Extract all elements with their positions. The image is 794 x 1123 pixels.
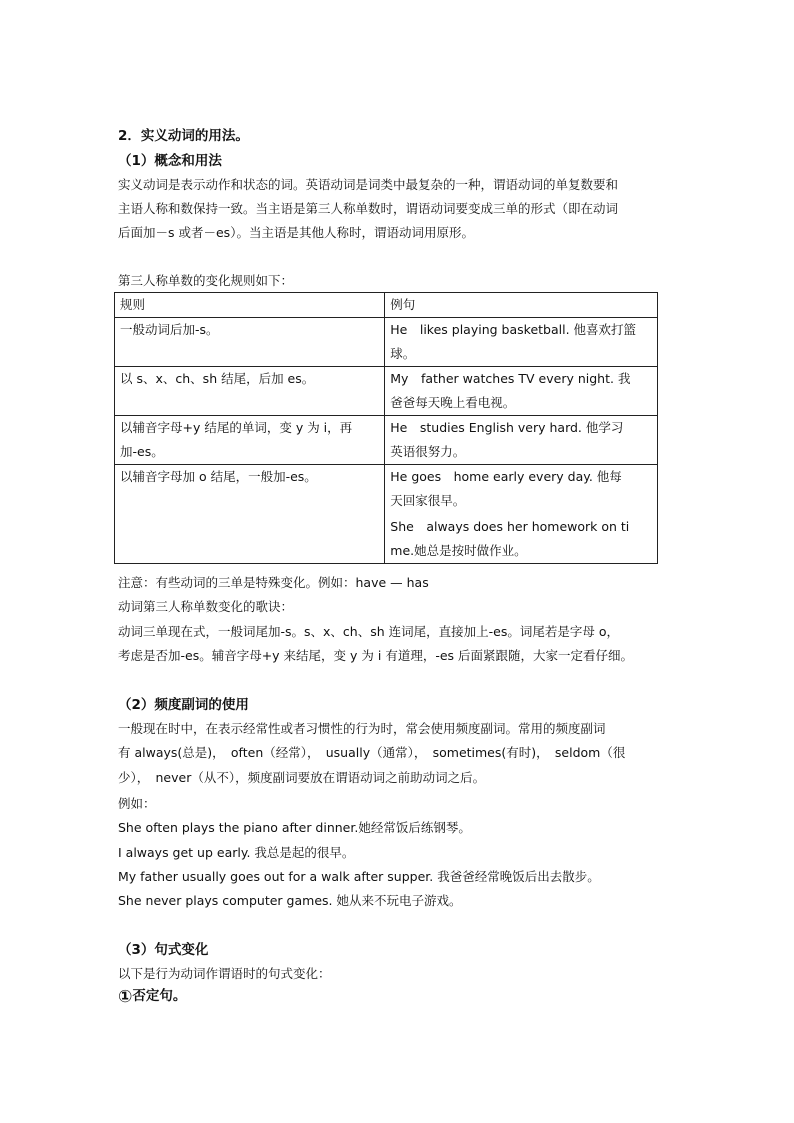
- example-cell: [385, 318, 658, 367]
- example-line: 球。: [390, 346, 416, 361]
- sub3-intro: 以下是行为动词作谓语时的句式变化：: [118, 966, 331, 981]
- table-header-example: 例句: [385, 293, 658, 318]
- sub1-heading: （1）概念和用法: [118, 153, 222, 169]
- sub3-heading: （3）句式变化: [118, 942, 209, 958]
- sub2-paragraph-line-3: 少）， never（从不），频度副词要放在谓语动词之前助动词之后。: [118, 770, 486, 785]
- table-row: [115, 318, 658, 367]
- rule-text: 加-es。: [120, 444, 164, 459]
- special-note: 注意：有些动词的三单是特殊变化。例如：have — has: [118, 575, 429, 590]
- rhyme-line-2: 考虑是否加-es。辅音字母+y 来结尾，变 y 为 i 有道理，-es 后面紧跟随，大家一定看仔细。: [118, 648, 634, 663]
- example-sentence: She never plays computer games. 她从来不玩电子游戏。: [118, 893, 462, 908]
- table-intro: 第三人称单数的变化规则如下：: [118, 273, 294, 288]
- example-cell: [385, 416, 658, 465]
- example-line: She always does her homework on ti: [390, 519, 630, 534]
- sub1-paragraph-line-3: 后面加－s 或者－es）。当主语是其他人称时，谓语动词用原形。: [118, 225, 474, 240]
- table-header-rule: 规则: [115, 293, 385, 318]
- example-line: He goes home early every day. 他每: [390, 469, 622, 484]
- rule-text: 以 s、x、ch、sh 结尾，后加 es。: [120, 371, 315, 386]
- example-sentence: She often plays the piano after dinner.她经常饭后练钢琴。: [118, 820, 471, 835]
- negative-sentence-label: 否定句。: [132, 988, 187, 1004]
- example-line: My father watches TV every night. 我: [390, 371, 631, 386]
- example-line: me.她总是按时做作业。: [390, 543, 527, 558]
- sub2-paragraph-line-1: 一般现在时中，在表示经常性或者习惯性的行为时，常会使用频度副词。常用的频度副词: [118, 721, 606, 736]
- sub2-heading: （2）频度副词的使用: [118, 697, 249, 713]
- example-line: 爸爸每天晚上看电视。: [390, 395, 516, 410]
- rule-cell: [115, 465, 385, 564]
- circled-number-marker: ①: [118, 987, 133, 1007]
- table-row: [115, 367, 658, 416]
- example-line: He studies English very hard. 他学习: [390, 420, 624, 435]
- rule-text: 以辅音字母加 o 结尾，一般加-es。: [120, 469, 317, 484]
- rule-cell: [115, 318, 385, 367]
- rule-text: 以辅音字母+y 结尾的单词，变 y 为 i，再: [120, 420, 353, 435]
- rhyme-title: 动词第三人称单数变化的歌诀：: [118, 599, 294, 614]
- example-cell: [385, 465, 658, 564]
- example-sentence: I always get up early. 我总是起的很早。: [118, 845, 355, 860]
- rule-text: 一般动词后加-s。: [120, 322, 219, 337]
- sub1-paragraph-line-2: 主语人称和数保持一致。当主语是第三人称单数时，谓语动词要变成三单的形式（即在动词: [118, 201, 619, 216]
- negative-sentence-item: [118, 988, 186, 1005]
- example-line: He likes playing basketball. 他喜欢打篮: [390, 322, 637, 337]
- table-row: [115, 416, 658, 465]
- rhyme-line-1: 动词三单现在式，一般词尾加-s。s、x、ch、sh 连词尾，直接加上-es。词尾若是字母 o，: [118, 624, 619, 639]
- table-row: [115, 465, 658, 564]
- example-sentence: My father usually goes out for a walk after supper. 我爸爸经常晚饭后出去散步。: [118, 869, 600, 884]
- section-heading: 2．实义动词的用法。: [118, 128, 249, 144]
- rule-cell: [115, 367, 385, 416]
- example-line: 英语很努力。: [390, 444, 466, 459]
- third-person-rules-table: [114, 292, 658, 564]
- example-cell: [385, 367, 658, 416]
- example-label: 例如：: [118, 796, 156, 811]
- rule-cell: [115, 416, 385, 465]
- sub2-paragraph-line-2: 有 always(总是)， often（经常）， usually（通常）， sometimes(有时)， seldom（很: [118, 745, 626, 760]
- sub1-paragraph-line-1: 实义动词是表示动作和状态的词。英语动词是词类中最复杂的一种，谓语动词的单复数要和: [118, 177, 619, 192]
- example-line: 天回家很早。: [390, 493, 466, 508]
- table-header-row: [115, 293, 658, 318]
